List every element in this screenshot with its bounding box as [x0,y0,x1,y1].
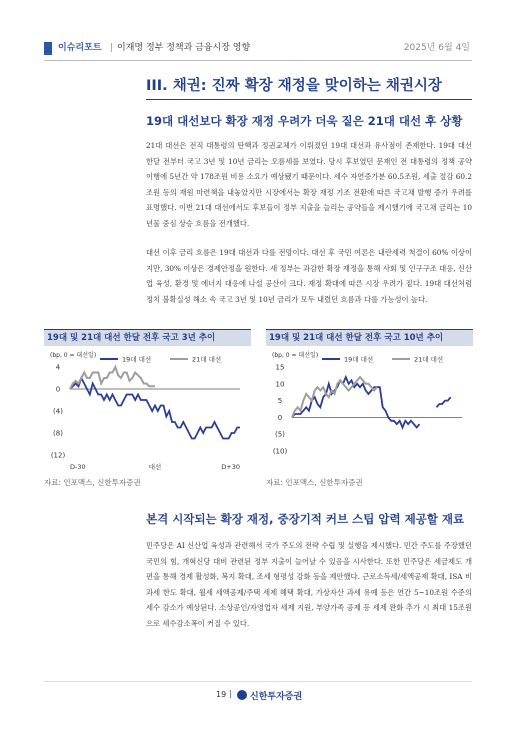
chart-10y-yield [266,347,470,473]
page-number: 19 [216,690,227,699]
company-name: 신한투자증권 [250,692,303,702]
chart-2-source: 자료: 인포맥스, 신한투자증권 [266,478,363,487]
legend-label: 19대 대선 [344,355,374,364]
chart-unit-label: (bp, 0 = 대선일) [272,352,319,359]
y-tick-label: 0 [55,385,61,394]
section-title: III. 채권: 진짜 확장 재정을 맞이하는 채권시장 [146,78,442,94]
y-tick-label: (8) [53,429,63,438]
series-line-1 [292,377,451,427]
footer-divider [44,681,472,682]
y-tick-label: 10 [275,380,285,389]
paragraph-2: 대선 이후 금리 흐름은 19대 대선과 다를 전망이다. 대선 후 국민 여론은 내란세력 척결이 60% 이상이지만, 30% 이상은 경제안정을 원한다. 새 정부는 과감한 확장 재정을 통해 사회 및 인구구조 대응, 신산업 육성, 환경 및 에너지 대응에 나설 공산이 크다. 재정 확대에 따른 시장 우려가 짙다. 19대 대선처럼 정치 불확실성 해소 속 국고 3년 및 10년 금리가 모두 내렸던 흐름과 다를 가능성이 높다. [146,248,472,304]
y-tick-label: 5 [277,397,283,406]
section-divider [146,99,472,100]
paragraph-3: 민주당은 AI 신산업 육성과 관련해서 국가 주도의 전략 수립 및 실행을 제시했다. 민간 주도를 주장했던 국민의 힘, 개혁신당 대비 관련된 정부 지출이 늘어날 수 있음을 시사한다. 또한 민주당은 세금제도 개편을 통해 경제 활성화, 복지 확대, 조세 형평성 강화 등을 제안했다. 근로소득세/세액공제 확대, ISA 비과세 한도 확대, 월세 세액공제/주택 세제 혜택 확대, 가상자산 과세 유예 등은 연간 5~10조원 수준의 세수 감소가 예상된다. 소상공인/자영업자 세제 지원, 부양가족 공제 등 세제 완화 추가 시 최대 15조원으로 세수감소폭이 커질 수 있다. [146,541,472,628]
x-tick-label: D-30 [70,463,86,471]
subheading-1: 19대 대선보다 확장 재정 우려가 더욱 짙은 21대 대선 후 상황 [146,114,463,128]
chart-2-title: 19대 및 21대 대선 한달 전후 국고 10년 추이 [266,329,473,346]
paragraph-1: 21대 대선은 전직 대통령의 탄핵과 정권교체가 이뤄졌던 19대 대선과 유사점이 존재한다. 19대 대선 한달 전부터 국고 3년 및 10년 금리는 오름세를 보였다. 당시 후보였던 문재인 전 대통령의 정책 공약 이행에 5년간 약 178조원 비용 소요가 예상됐기 때문이다. 세수 자연증가분 60.5조원, 세출 절감 60.2조원 등의 재원 마련책을 내놓았지만 시장에서는 확장 재정 기조 전환에 따른 국고채 발행 증가 우려를 표명했다. 이번 21대 대선에서도 후보들이 정부 지출을 늘리는 공약들을 제시했기에 국고채 금리는 10년물 중심 상승 흐름을 전개했다. [146,141,472,228]
y-tick-label: (12) [50,451,66,460]
footer-separator: | [229,689,232,698]
y-tick-label: 0 [277,413,283,422]
report-title: 이재명 정부 정책과 금융시장 영향 [117,43,251,53]
subheading-2: 본격 시작되는 확장 재정, 중장기적 커브 스팁 압력 제공할 재료 [146,512,465,526]
x-tick-label: 대선 [148,463,162,471]
y-tick-label: (4) [53,407,63,416]
y-tick-label: 15 [275,363,285,372]
y-tick-label: (10) [272,447,288,456]
report-date: 2025년 6월 4일 [403,43,470,53]
chart-3y-yield [44,347,248,473]
chart-unit-label: (bp, 0 = 대선일) [50,352,97,359]
legend-label: 19대 대선 [122,355,152,364]
header-divider [44,60,472,61]
report-category: 이슈리포트 [58,43,102,53]
header-accent-bar [44,42,52,55]
series-line-2 [292,377,377,417]
series-line-2 [70,367,155,389]
legend-label: 21대 대선 [414,355,444,364]
y-tick-label: (5) [275,430,285,439]
legend-label: 21대 대선 [192,355,222,364]
chart-1-title: 19대 및 21대 대선 한달 전후 국고 3년 추이 [44,329,251,346]
chart-1-source: 자료: 인포맥스, 신한투자증권 [44,478,141,487]
y-tick-label: 4 [55,363,61,372]
header-separator: | [110,43,114,53]
x-tick-label: D+30 [221,463,240,471]
company-logo-icon [237,690,247,700]
